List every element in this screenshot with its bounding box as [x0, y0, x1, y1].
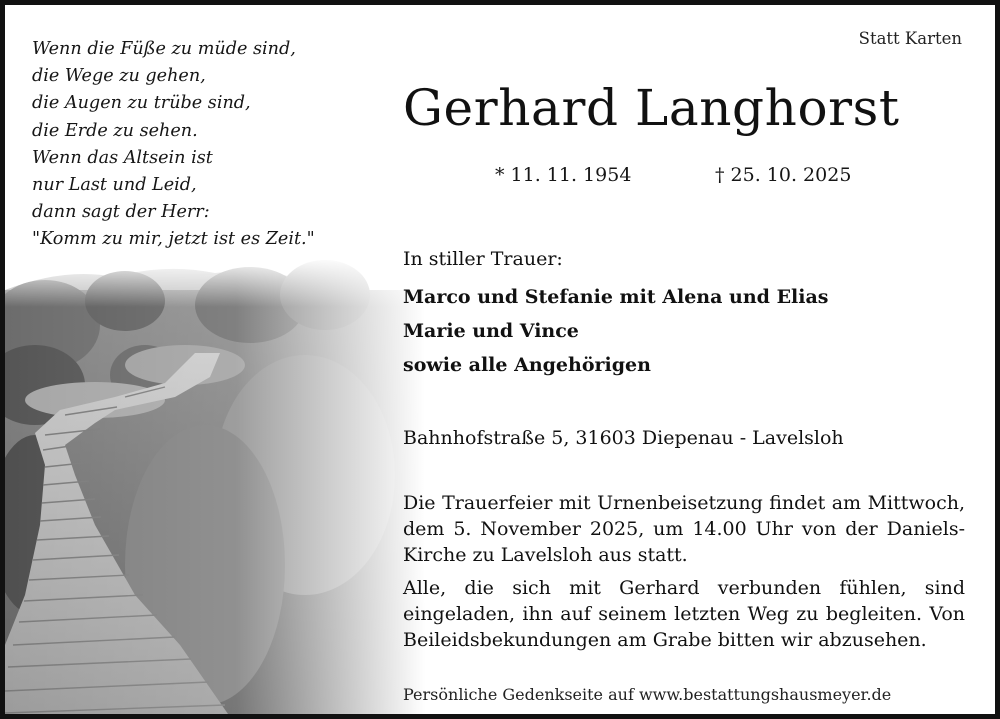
mourning-intro: In stiller Trauer: — [403, 248, 563, 270]
invitation-notice: Alle, die sich mit Gerhard verbunden fühlen, sind eingeladen, ihn auf seinem letzten Weg zu begleiten. Von Beileidsbekundungen am Grabe bitten wir abzusehen. — [403, 577, 965, 651]
family-address: Bahnhofstraße 5, 31603 Diepenau - Lavelsloh — [403, 427, 844, 449]
poem-line: nur Last und Leid, — [32, 175, 197, 196]
mourners-list — [403, 280, 829, 382]
birth-date: * 11. 11. 1954 — [495, 164, 632, 186]
deceased-name: Gerhard Langhorst — [403, 79, 900, 137]
memorial-poem — [32, 36, 315, 254]
statt-karten-label: Statt Karten — [858, 29, 962, 48]
funeral-service-notice: Die Trauerfeier mit Urnenbeisetzung findet am Mittwoch, dem 5. November 2025, um 14.00 Uhr von der Daniels-Kirche zu Lavelsloh aus statt. — [403, 492, 965, 566]
poem-line: Wenn die Füße zu müde sind, — [32, 39, 296, 59]
poem-line: die Wege zu gehen, — [32, 66, 206, 87]
mourner-entry: Marco und Stefanie mit Alena und Elias — [403, 286, 829, 308]
mourner-entry: sowie alle Angehörigen — [403, 354, 651, 376]
poem-line: die Erde zu sehen. — [32, 120, 198, 141]
poem-line: Wenn das Altsein ist — [32, 147, 213, 168]
poem-line: "Komm zu mir, jetzt ist es Zeit." — [32, 229, 315, 250]
death-date: † 25. 10. 2025 — [715, 164, 852, 186]
poem-line: dann sagt der Herr: — [32, 202, 210, 223]
poem-line: die Augen zu trübe sind, — [32, 93, 251, 114]
mourner-entry: Marie und Vince — [403, 320, 579, 342]
memorial-page-link[interactable]: Persönliche Gedenkseite auf www.bestattungshausmeyer.de — [403, 685, 892, 704]
